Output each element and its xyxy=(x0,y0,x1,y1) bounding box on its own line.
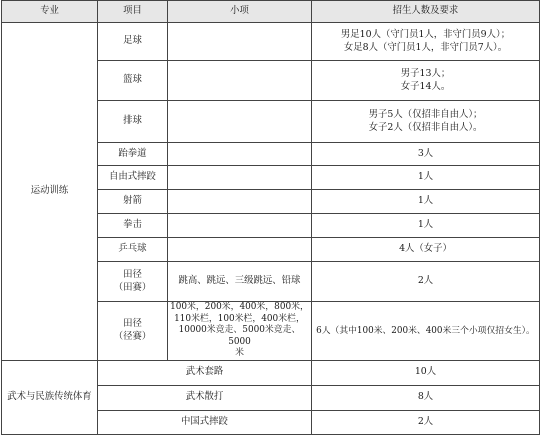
sub-item-cell: 100米，200米，400米，800米， 110米栏，100米栏，400米栏， 10000米竞走、5000米竞走、5000 米 xyxy=(168,302,312,361)
sub-item-cell xyxy=(168,166,312,190)
header-major: 专业 xyxy=(2,1,98,23)
requirement-cell: 2人 xyxy=(312,262,540,302)
project-cell: 中国式摔跤 xyxy=(98,410,312,434)
header-row xyxy=(2,1,540,23)
project-cell: 田径 （田赛） xyxy=(98,262,168,302)
sub-item-cell xyxy=(168,23,312,61)
project-cell: 排球 xyxy=(98,101,168,143)
project-cell: 武术散打 xyxy=(98,385,312,410)
sub-item-cell: 跳高、跳远、三级跳远、铅球 xyxy=(168,262,312,302)
sub-item-cell xyxy=(168,238,312,262)
enrollment-table xyxy=(1,0,540,435)
major-cell: 武术与民族传统体育 xyxy=(2,360,98,434)
requirement-cell: 10人 xyxy=(312,360,540,385)
header-project: 项目 xyxy=(98,1,168,23)
requirement-cell: 1人 xyxy=(312,166,540,190)
sub-item-cell xyxy=(168,101,312,143)
requirement-cell: 1人 xyxy=(312,214,540,238)
requirement-cell: 男足10人（守门员1人，非守门员9人）； 女足8人（守门员1人，非守门员7人）。 xyxy=(312,23,540,61)
requirement-cell: 6人（其中100米、200米、400米三个小项仅招女生）。 xyxy=(312,302,540,361)
project-cell: 射箭 xyxy=(98,190,168,214)
project-cell: 自由式摔跤 xyxy=(98,166,168,190)
table-row xyxy=(2,360,540,385)
requirement-cell: 男子13人； 女子14人。 xyxy=(312,61,540,101)
sub-item-cell xyxy=(168,214,312,238)
requirement-cell: 4人（女子） xyxy=(312,238,540,262)
project-cell: 拳击 xyxy=(98,214,168,238)
sub-item-cell xyxy=(168,190,312,214)
requirement-cell: 男子5人（仅招非自由人）； 女子2人（仅招非自由人）。 xyxy=(312,101,540,143)
table-row xyxy=(2,23,540,61)
project-cell: 乒乓球 xyxy=(98,238,168,262)
header-requirements: 招生人数及要求 xyxy=(312,1,540,23)
project-cell: 田径 （径赛） xyxy=(98,302,168,361)
project-cell: 足球 xyxy=(98,23,168,61)
requirement-cell: 1人 xyxy=(312,190,540,214)
sub-item-cell xyxy=(168,143,312,166)
header-sub-item: 小项 xyxy=(168,1,312,23)
requirement-cell: 3人 xyxy=(312,143,540,166)
sub-item-cell xyxy=(168,61,312,101)
project-cell: 跆拳道 xyxy=(98,143,168,166)
requirement-cell: 8人 xyxy=(312,385,540,410)
requirement-cell: 2人 xyxy=(312,410,540,434)
project-cell: 武术套路 xyxy=(98,360,312,385)
project-cell: 篮球 xyxy=(98,61,168,101)
major-cell: 运动训练 xyxy=(2,23,98,361)
